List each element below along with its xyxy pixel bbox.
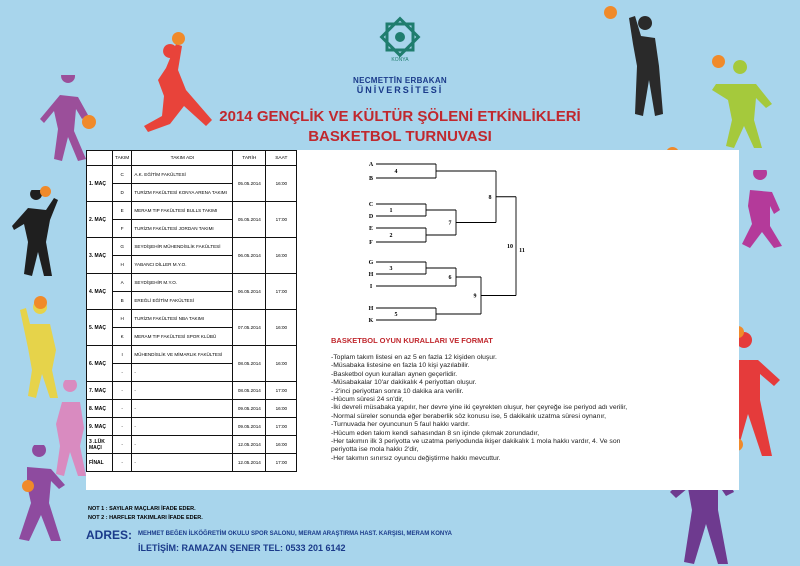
team-name: TURİZM FAKÜLTESİ NBA TAKIMI — [132, 310, 233, 328]
match-date: 08.05.2014 — [233, 346, 266, 382]
rule-item: -Hücum eden takım kendi sahasından 8 sn içinde çıkmak zorundadır, — [331, 429, 540, 437]
match-date: 09.05.2014 — [233, 418, 266, 436]
basketball-icon — [22, 480, 34, 492]
bracket-team-label: C — [368, 202, 374, 208]
bracket-match-label: 7 — [448, 220, 452, 227]
match-time: 16:00 — [266, 238, 297, 274]
schedule-header-row — [87, 151, 297, 166]
bracket-team-label: H — [368, 306, 374, 312]
university-logo — [375, 12, 425, 62]
rules-title: BASKETBOL OYUN KURALLARI VE FORMAT — [331, 336, 493, 345]
table-row — [87, 454, 297, 472]
team-code: - — [113, 400, 132, 418]
team-name: - — [132, 418, 233, 436]
rule-item: -Normal süreler sonunda eğer beraberlik söz konusu ise, 5 dakikalık uzatma süresi oynanır, — [331, 412, 607, 420]
team-code: D — [113, 184, 132, 202]
team-name: A.K. EĞİTİM FAKÜLTESİ — [132, 166, 233, 184]
bracket-match-label: 4 — [394, 169, 398, 175]
match-number: 9. MAÇ — [87, 418, 113, 436]
match-number: 7. MAÇ — [87, 382, 113, 400]
match-date: 09.05.2014 — [233, 400, 266, 418]
basketball-icon — [604, 6, 617, 19]
team-code: F — [113, 220, 132, 238]
rules-list — [331, 354, 731, 463]
table-row — [87, 382, 297, 400]
contact-info: İLETİŞİM: RAMAZAN ŞENER TEL: 0533 201 6142 — [138, 543, 346, 553]
header-date: TARİH — [233, 151, 266, 166]
team-name: SEYDİŞEHİR M.Y.O. — [132, 274, 233, 292]
match-time: 16:00 — [266, 436, 297, 454]
rule-item: -İki devreli müsabaka yapılır, her devre yine iki çeyrekten oluşur, her çeyreğe ise periyod adı verilir, — [331, 404, 628, 412]
bracket-team-label: I — [369, 284, 373, 290]
bracket-match-label: 2 — [389, 233, 393, 239]
team-code: E — [113, 202, 132, 220]
match-date: 08.05.2014 — [233, 382, 266, 400]
match-time: 17:00 — [266, 202, 297, 238]
note-2: NOT 2 : HARFLER TAKIMLARI İFADE EDER. — [88, 515, 203, 521]
match-number: 3. MAÇ — [87, 238, 113, 274]
player-silhouette-purple-2 — [5, 445, 75, 545]
team-name: MERAM TIP FAKÜLTESİ BULLS TAKIMI — [132, 202, 233, 220]
bracket-team-label: H — [368, 272, 374, 278]
tournament-bracket — [366, 156, 536, 326]
basketball-icon — [40, 186, 51, 197]
basketball-icon — [712, 55, 725, 68]
bracket-team-label: E — [368, 226, 374, 232]
table-row — [87, 202, 297, 220]
match-time: 16:00 — [266, 346, 297, 382]
team-code: H — [113, 310, 132, 328]
match-date: 06.05.2014 — [233, 274, 266, 310]
rule-item: -Turnuvada her oyuncunun 5 faul hakkı vardır. — [331, 421, 470, 429]
rule-item: -Müsabaka listesine en fazla 10 kişi yazılabilir. — [331, 362, 470, 370]
header-time: SAAT — [266, 151, 297, 166]
header-team-code: TAKIM — [113, 151, 132, 166]
header-mac — [87, 151, 113, 166]
match-number: 2. MAÇ — [87, 202, 113, 238]
match-number: 6. MAÇ — [87, 346, 113, 382]
team-name: MÜHENDİSLİK VE MİMARLIK FAKÜLTESİ — [132, 346, 233, 364]
bracket-match-label: 5 — [394, 312, 398, 318]
table-row — [87, 274, 297, 292]
team-code: H — [113, 256, 132, 274]
table-row — [87, 238, 297, 256]
bracket-team-label: K — [368, 318, 374, 324]
bracket-match-label: 11 — [519, 248, 525, 254]
bracket-team-label: D — [368, 214, 374, 220]
match-number: FİNAL — [87, 454, 113, 472]
rule-item: -Müsabakalar 10'ar dakikalık 4 periyottan oluşur. — [331, 379, 477, 387]
header-team-name: TAKIM ADI — [132, 151, 233, 166]
poster-title: 2014 GENÇLİK VE KÜLTÜR ŞÖLENİ ETKİNLİKLERİ — [219, 108, 581, 125]
bracket-match-label: 10 — [507, 244, 513, 251]
bracket-match-label: 3 — [389, 266, 393, 272]
match-time: 17:00 — [266, 382, 297, 400]
rule-item: -Her takımın ilk 3 periyotta ve uzatma periyodunda ikişer dakikalık 1 mola hakkı vardır, 4. Ve son — [331, 438, 621, 446]
match-time: 17:00 — [266, 454, 297, 472]
match-time: 16:00 — [266, 400, 297, 418]
basketball-icon — [34, 296, 47, 309]
team-code: - — [113, 436, 132, 454]
rule-item: -Hücum süresi 24 sn'dir, — [331, 396, 404, 404]
match-date: 05.05.2014 — [233, 166, 266, 202]
rule-item: -Basketbol oyun kuralları aynen geçerlidir. — [331, 370, 458, 378]
team-name: EREĞLİ EĞİTİM FAKÜLTESİ — [132, 292, 233, 310]
bracket-team-label: F — [369, 240, 373, 246]
team-name: TURİZM FAKÜLTESİ JORDAN TAKIMI — [132, 220, 233, 238]
table-row — [87, 400, 297, 418]
match-date: 05.05.2014 — [233, 202, 266, 238]
match-date: 06.05.2014 — [233, 238, 266, 274]
player-silhouette-red — [140, 40, 220, 140]
bracket-team-label: G — [368, 260, 374, 266]
table-row — [87, 346, 297, 364]
table-row — [87, 418, 297, 436]
team-name: TURİZM FAKÜLTESİ KONYA ARENA TAKIMI — [132, 184, 233, 202]
player-silhouette-magenta — [730, 170, 790, 250]
bracket-match-label: 1 — [389, 208, 393, 214]
team-name: - — [132, 400, 233, 418]
address-label: ADRES: — [86, 528, 133, 542]
team-code: - — [113, 454, 132, 472]
schedule-table — [86, 150, 297, 472]
content-panel — [86, 150, 739, 490]
team-code: C — [113, 166, 132, 184]
team-code: - — [113, 418, 132, 436]
match-date: 12.05.2014 — [233, 454, 266, 472]
match-number: 3 .LÜK MAÇI — [87, 436, 113, 454]
team-code: A — [113, 274, 132, 292]
rule-item: periyotta ise mola hakkı 2'dir, — [331, 446, 419, 454]
match-number: 8. MAÇ — [87, 400, 113, 418]
basketball-icon — [172, 32, 185, 45]
bracket-team-label: B — [368, 176, 374, 182]
rule-item: -Toplam takım listesi en az 5 en fazla 12 kişiden oluşur. — [331, 354, 497, 361]
player-silhouette-black — [615, 10, 675, 120]
match-number: 5. MAÇ — [87, 310, 113, 346]
team-name: - — [132, 436, 233, 454]
match-number: 1. MAÇ — [87, 166, 113, 202]
table-row — [87, 436, 297, 454]
note-1: NOT 1 : SAYILAR MAÇLARI İFADE EDER. — [88, 506, 196, 512]
bracket-team-label: A — [368, 162, 374, 168]
university-name-line1: NECMETTİN ERBAKAN — [353, 76, 447, 85]
match-time: 16:00 — [266, 310, 297, 346]
team-name: SEYDİŞEHİR MÜHENDİSLİK FAKÜLTESİ — [132, 238, 233, 256]
rule-item: - 2'inci periyottan sonra 10 dakika ara verilir. — [331, 387, 464, 395]
match-date: 12.05.2014 — [233, 436, 266, 454]
player-silhouette-green — [700, 60, 780, 150]
match-date: 07.05.2014 — [233, 310, 266, 346]
team-name: - — [132, 364, 233, 382]
address-text: MEHMET BEĞEN İLKÖĞRETİM OKULU SPOR SALONU, MERAM ARAŞTIRMA HAST. KARŞISI, MERAM KONYA — [138, 531, 453, 537]
notes — [88, 505, 203, 523]
table-row — [87, 166, 297, 184]
bracket-match-label: 6 — [448, 275, 452, 281]
bracket-match-label: 8 — [488, 194, 492, 201]
team-name: - — [132, 382, 233, 400]
logo-text: KONYA — [391, 57, 409, 62]
bracket-match-label: 9 — [473, 293, 477, 300]
poster-subtitle: BASKETBOL TURNUVASI — [308, 128, 492, 145]
rule-item: -Her takımın sınırsız oyuncu değiştirme hakkı mevcuttur. — [331, 454, 501, 462]
team-code: - — [113, 364, 132, 382]
team-code: K — [113, 328, 132, 346]
team-code: G — [113, 238, 132, 256]
match-time: 17:00 — [266, 274, 297, 310]
team-name: - — [132, 454, 233, 472]
player-silhouette-black-2 — [10, 190, 60, 280]
team-name: MERAM TIP FAKÜLTESİ SPOR KLÜBÜ — [132, 328, 233, 346]
team-name: YABANCI DİLLER M.Y.O. — [132, 256, 233, 274]
table-row — [87, 310, 297, 328]
match-time: 17:00 — [266, 418, 297, 436]
team-code: B — [113, 292, 132, 310]
team-code: - — [113, 382, 132, 400]
match-number: 4. MAÇ — [87, 274, 113, 310]
team-code: I — [113, 346, 132, 364]
university-name-line2: ÜNİVERSİTESİ — [356, 85, 444, 95]
basketball-icon — [82, 115, 96, 129]
match-time: 16:00 — [266, 166, 297, 202]
